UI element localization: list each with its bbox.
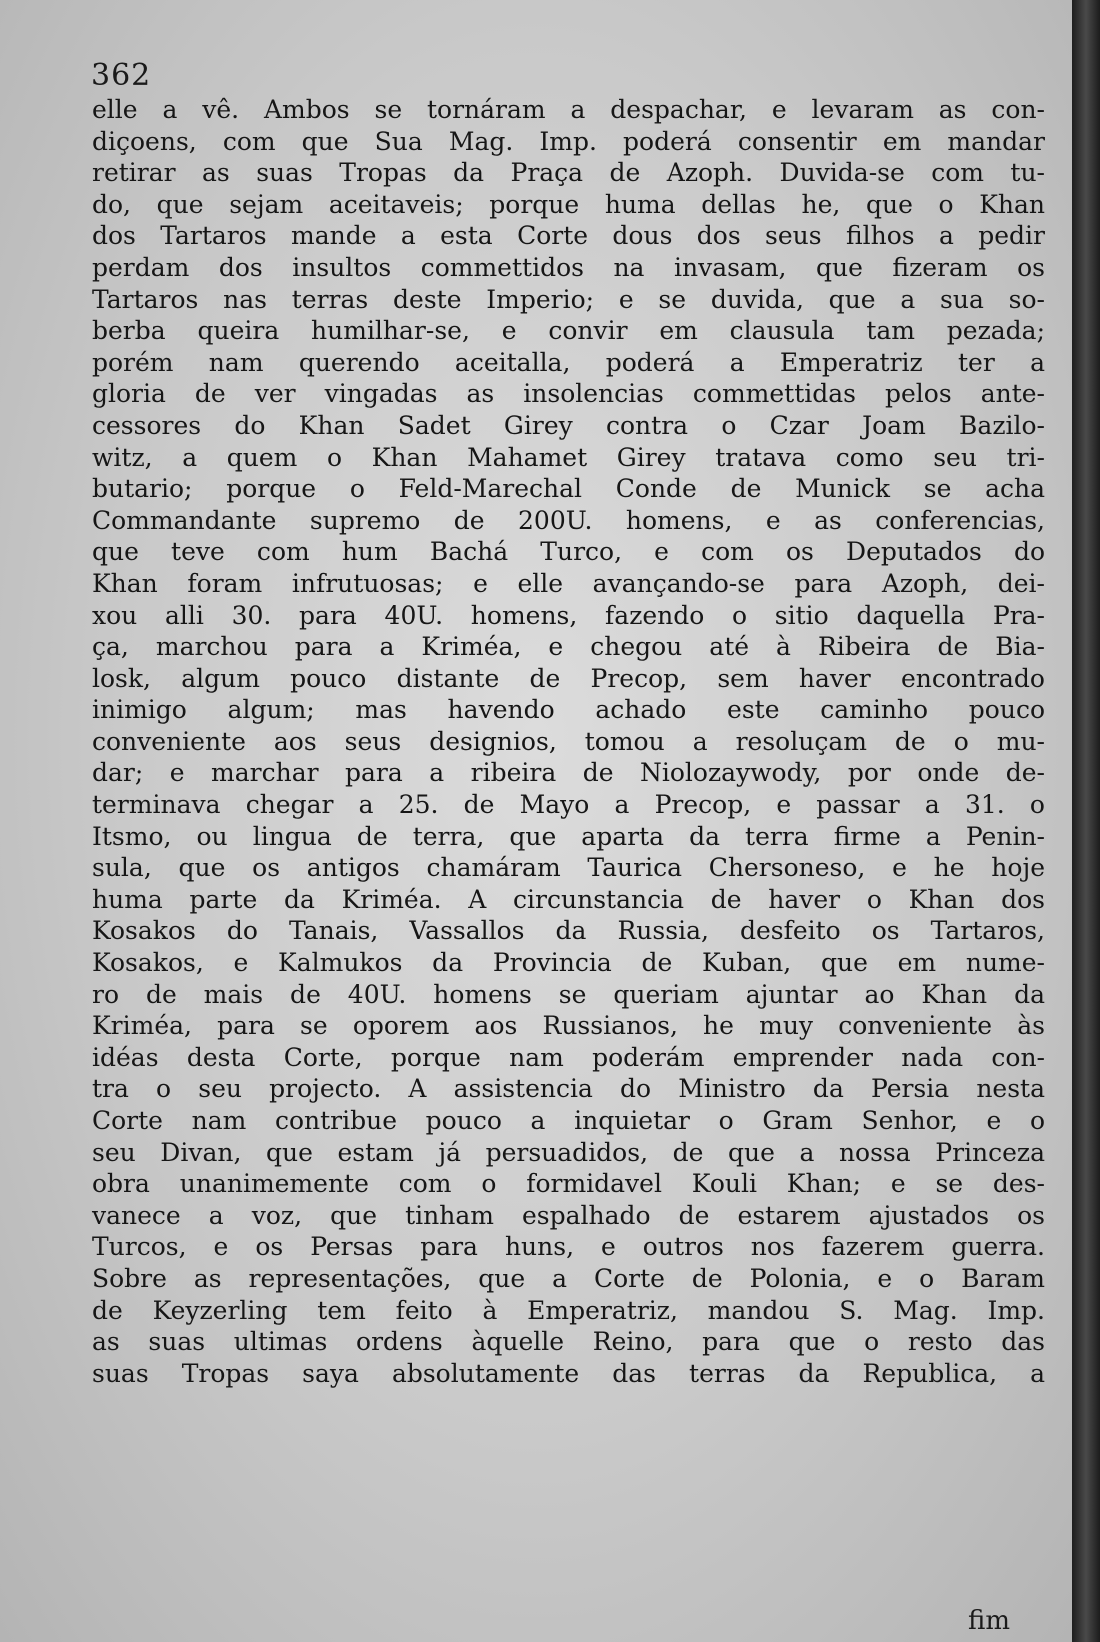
text-line: Corte nam contribue pouco a inquietar o Gram Senhor, e o	[92, 1106, 1045, 1135]
text-line: Khan foram infrutuosas; e elle avançando-se para Azoph, dei-	[92, 568, 1045, 598]
text-line: sula, que os antigos chamáram Taurica Chersoneso, e he hoje	[92, 853, 1045, 883]
text-line: Tartaros nas terras deste Imperio; e se duvida, que a sua so-	[92, 284, 1045, 314]
text-line: dar; e marchar para a ribeira de Niolozaywody, por onde de-	[92, 758, 1045, 788]
text-line: huma parte da Kriméa. A circunstancia de haver o Khan dos	[92, 884, 1045, 914]
text-line: de Keyzerling tem feito à Emperatriz, mandou S. Mag. Imp.	[92, 1295, 1045, 1325]
text-line: suas Tropas saya absolutamente das terras da Republica, a	[92, 1358, 1045, 1388]
text-line: Kosakos, e Kalmukos da Provincia de Kuban, que em nume-	[92, 948, 1045, 978]
text-line: gloria de ver vingadas as insolencias commettidas pelos ante-	[92, 379, 1045, 409]
text-line: ça, marchou para a Kriméa, e chegou até à Ribeira de Bia-	[92, 632, 1045, 662]
text-line: obra unanimemente com o formidavel Kouli Khan; e se des-	[92, 1169, 1045, 1199]
text-line: inimigo algum; mas havendo achado este caminho pouco	[92, 695, 1045, 725]
text-line: que teve com hum Bachá Turco, e com os Deputados do	[92, 537, 1045, 567]
text-line: as suas ultimas ordens àquelle Reino, para que o resto das	[92, 1327, 1045, 1357]
text-line: witz, a quem o Khan Mahamet Girey tratava como seu tri-	[92, 442, 1045, 472]
text-line: do, que sejam aceitaveis; porque huma dellas he, que o Khan	[92, 189, 1045, 219]
text-line: diçoens, com que Sua Mag. Imp. poderá consentir em mandar	[92, 126, 1045, 156]
page-number: 362	[91, 58, 152, 93]
text-line: elle a vê. Ambos se tornáram a despachar, e levaram as con-	[92, 95, 1045, 124]
text-line: idéas desta Corte, porque nam poderám emprender nada con-	[92, 1042, 1045, 1072]
text-line: vanece a voz, que tinham espalhado de estarem ajustados os	[92, 1200, 1045, 1230]
text-line: retirar as suas Tropas da Praça de Azoph. Duvida-se com tu-	[92, 158, 1045, 188]
catchword: fim	[968, 1606, 1010, 1636]
text-line: Turcos, e os Persas para huns, e outros nos fazerem guerra.	[92, 1232, 1045, 1262]
text-line: Kosakos do Tanais, Vassallos da Russia, desfeito os Tartaros,	[92, 916, 1045, 946]
text-line: conveniente aos seus designios, tomou a resoluçam de o mu-	[92, 726, 1045, 756]
text-line: dos Tartaros mande a esta Corte dous dos seus filhos a pedir	[92, 221, 1045, 251]
text-line: seu Divan, que estam já persuadidos, de que a nossa Princeza	[92, 1137, 1045, 1167]
text-line: ro de mais de 40U. homens se queriam ajuntar ao Khan da	[92, 979, 1045, 1009]
text-line: terminava chegar a 25. de Mayo a Precop, e passar a 31. o	[92, 790, 1045, 820]
book-edge	[1072, 0, 1100, 1642]
text-line: perdam dos insultos commettidos na invasam, que fizeram os	[92, 252, 1045, 282]
text-line: berba queira humilhar-se, e convir em clausula tam pezada;	[92, 316, 1045, 346]
text-line: Sobre as representações, que a Corte de Polonia, e o Baram	[92, 1263, 1045, 1293]
text-line: porém nam querendo aceitalla, poderá a Emperatriz ter a	[92, 347, 1045, 377]
text-line: Commandante supremo de 200U. homens, e as conferencias,	[92, 505, 1045, 535]
text-line: Itsmo, ou lingua de terra, que aparta da terra firme a Penin-	[92, 821, 1045, 851]
text-line: xou alli 30. para 40U. homens, fazendo o sitio daquella Pra-	[92, 600, 1045, 630]
text-line: tra o seu projecto. A assistencia do Ministro da Persia nesta	[92, 1074, 1045, 1104]
body-text	[92, 94, 1045, 1389]
text-line: Kriméa, para se oporem aos Russianos, he muy conveniente às	[92, 1011, 1045, 1041]
text-line: butario; porque o Feld-Marechal Conde de Munick se acha	[92, 474, 1045, 504]
text-line: losk, algum pouco distante de Precop, sem haver encontrado	[92, 663, 1045, 693]
text-line: cessores do Khan Sadet Girey contra o Czar Joam Bazilo-	[92, 410, 1045, 440]
